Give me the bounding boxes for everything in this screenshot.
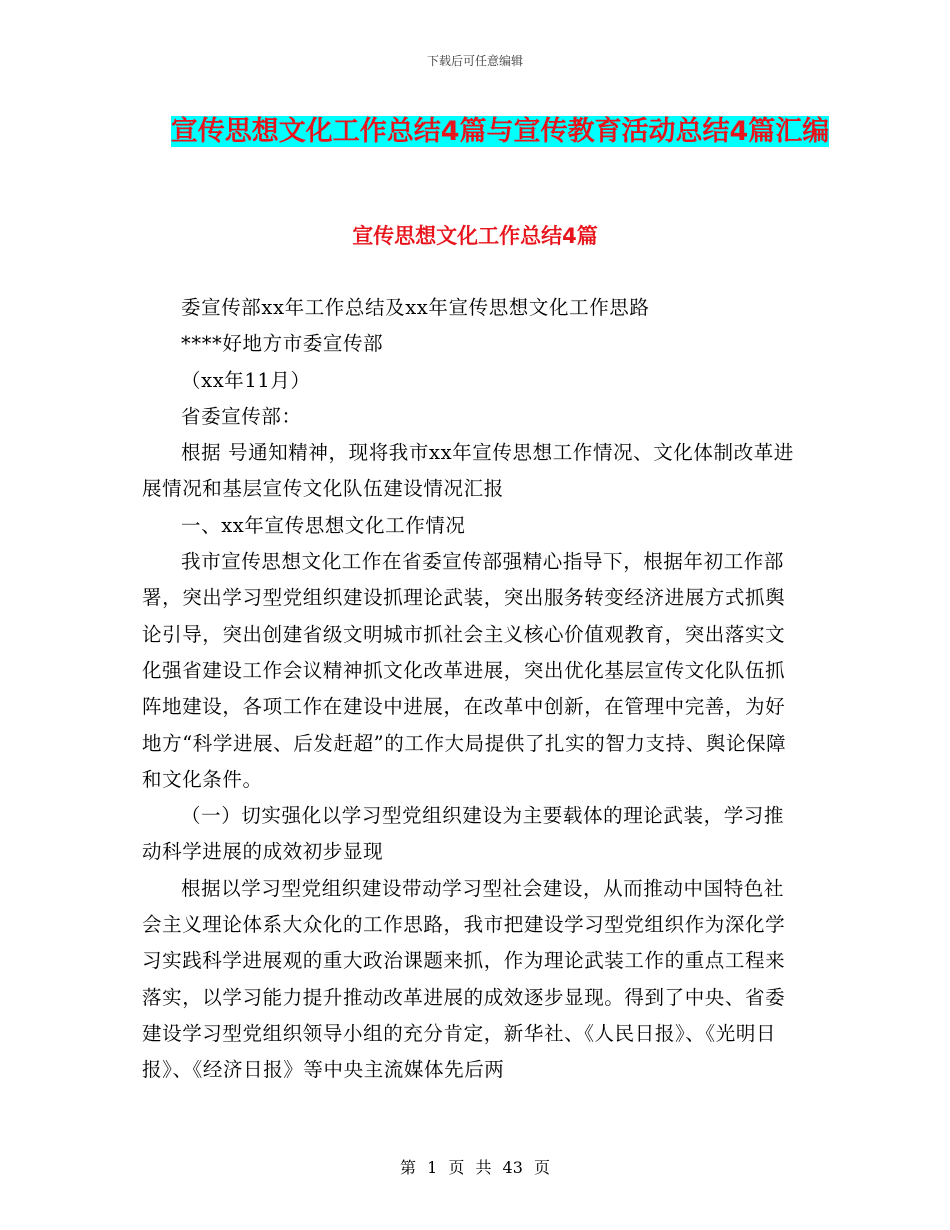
- paragraph: （xx年11月）: [181, 368, 311, 392]
- paragraph: 根据 号通知精神，现将我市xx年宣传思想工作情况、文化体制改革进展情况和基层宣传文化队伍建设情况汇报: [142, 441, 794, 501]
- paragraph: 根据以学习型党组织建设带动学习型社会建设，从而推动中国特色社会主义理论体系大众化的工作思路，我市把建设学习型党组织作为深化学习实践科学进展观的重大政治课题来抓，作为理论武装工作的重点工程来落实，以学习能力提升推动改革进展的成效逐步显现。得到了中央、省委建设学习型党组织领导小组的充分肯定，新华社、《人民日报》、《光明日报》、《经济日报》等中央主流媒体先后两: [142, 876, 786, 1082]
- document-title: [150, 110, 850, 154]
- section-title: 宣传思想文化工作总结4篇: [352, 224, 598, 248]
- paragraph: ****好地方市委宣传部: [181, 332, 384, 356]
- paragraph: 委宣传部xx年工作总结及xx年宣传思想文化工作思路: [181, 296, 650, 319]
- paragraph: 我市宣传思想文化工作在省委宣传部强精心指导下，根据年初工作部署，突出学习型党组织建设抓理论武装，突出服务转变经济进展方式抓舆论引导，突出创建省级文明城市抓社会主义核心价值观教育，突出落实文化强省建设工作会议精神抓文化改革进展，突出优化基层宣传文化队伍抓阵地建设，各项工作在建设中进展，在改革中创新，在管理中完善，为好地方“科学进展、后发赶超”的工作大局提供了扎实的智力支持、舆论保障和文化条件。: [142, 550, 787, 791]
- page-footer: 第 1 页 共 43 页: [400, 1158, 550, 1177]
- header-note: 下载后可任意编辑: [426, 54, 523, 68]
- paragraph: 一、xx年宣传思想文化工作情况: [181, 513, 466, 537]
- document-title-text: 宣传思想文化工作总结4篇与宣传教育活动总结4篇汇编: [170, 116, 830, 147]
- document-body: [142, 290, 802, 1089]
- paragraph: 省委宣传部：: [181, 404, 302, 428]
- paragraph: （一）切实强化以学习型党组织建设为主要载体的理论武装，学习推动科学进展的成效初步显现: [142, 804, 785, 864]
